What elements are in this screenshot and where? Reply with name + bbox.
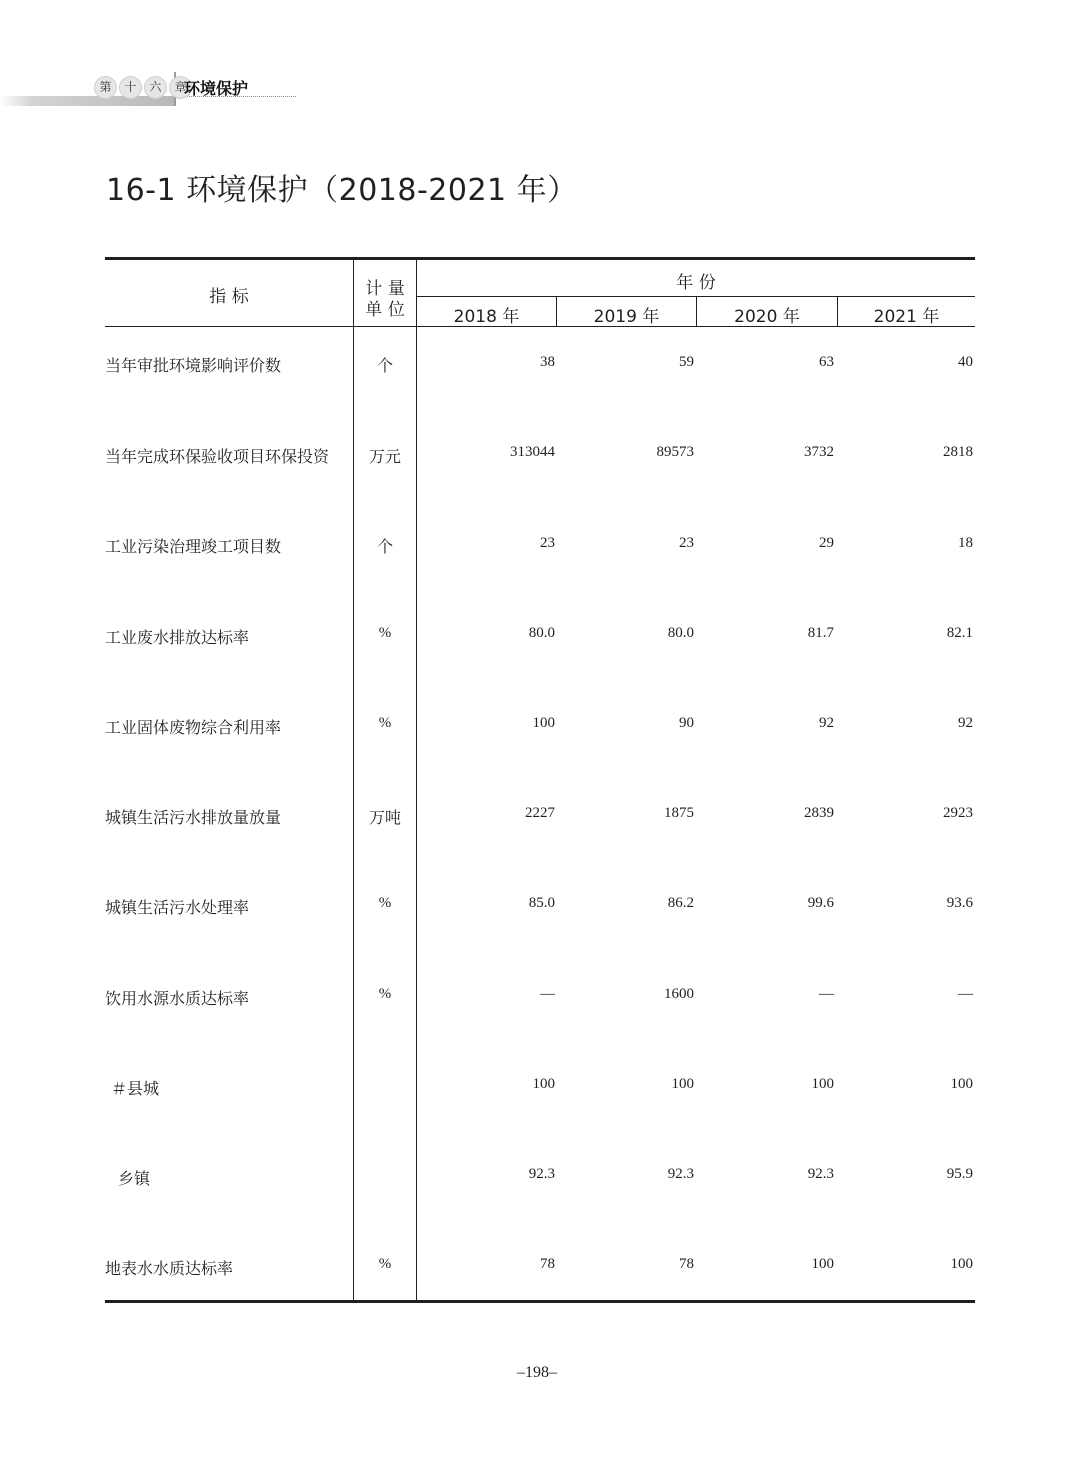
chapter-char: 十 [119, 76, 142, 99]
value-2018: 85.0 [528, 895, 555, 911]
chapter-char: 第 [94, 76, 117, 99]
chapter-badge [94, 76, 192, 99]
value-2021: 100 [950, 1256, 973, 1272]
value-2018: 100 [532, 715, 555, 731]
column-header-2021: 2021 年 [873, 307, 940, 327]
row-label: 城镇生活污水处理率 [105, 898, 250, 917]
table-bottom-rule [105, 1300, 975, 1303]
row-label: 当年完成环保验收项目环保投资 [105, 447, 330, 466]
value-2020: 63 [819, 354, 834, 370]
value-2018: 23 [540, 535, 555, 551]
value-2019: 89573 [656, 444, 694, 460]
page-number: –198– [517, 1364, 557, 1381]
value-2018: 78 [540, 1256, 555, 1272]
row-label: 工业污染治理竣工项目数 [105, 537, 282, 556]
value-2018: — [540, 986, 555, 1002]
row-label: ＃县城 [111, 1079, 160, 1098]
value-2019: 100 [671, 1076, 694, 1092]
row-unit: % [378, 625, 392, 641]
value-2020: — [819, 986, 834, 1002]
row-label: 当年审批环境影响评价数 [105, 356, 282, 375]
row-label: 工业固体废物综合利用率 [105, 718, 282, 737]
value-2019: 80.0 [667, 625, 694, 641]
value-2021: 40 [958, 354, 973, 370]
value-2021: — [958, 986, 973, 1002]
table-top-rule [105, 257, 975, 260]
value-2019: 90 [679, 715, 694, 731]
value-2018: 92.3 [528, 1166, 555, 1182]
value-2020: 81.7 [807, 625, 834, 641]
row-unit: % [378, 715, 392, 731]
value-2019: 59 [679, 354, 694, 370]
value-2019: 23 [679, 535, 694, 551]
row-label: 饮用水源水质达标率 [105, 989, 250, 1008]
value-2020: 29 [819, 535, 834, 551]
value-2021: 2818 [943, 444, 973, 460]
value-2021: 92 [958, 715, 973, 731]
chapter-char: 章 [169, 76, 192, 99]
row-label: 工业废水排放达标率 [105, 628, 250, 647]
value-2020: 3732 [804, 444, 834, 460]
value-2020: 92 [819, 715, 834, 731]
column-header-unit-line2: 单 位 [365, 300, 405, 320]
value-2019: 86.2 [667, 895, 694, 911]
value-2021: 18 [958, 535, 973, 551]
value-2018: 2227 [525, 805, 555, 821]
row-label: 地表水水质达标率 [105, 1259, 234, 1278]
row-unit: % [378, 1256, 392, 1272]
value-2018: 313044 [510, 444, 555, 460]
row-unit: 万元 [368, 447, 401, 466]
value-2021: 95.9 [946, 1166, 973, 1182]
column-header-years: 年 份 [676, 273, 716, 293]
unit-column-right-rule [416, 260, 417, 1301]
column-header-indicator: 指 标 [209, 287, 249, 307]
column-header-2018: 2018 年 [453, 307, 520, 327]
value-2021: 2923 [943, 805, 973, 821]
column-header-unit-line1: 计 量 [365, 279, 405, 299]
value-2018: 80.0 [528, 625, 555, 641]
page-title: 16-1 环境保护（2018-2021 年） [106, 173, 578, 208]
value-2019: 92.3 [667, 1166, 694, 1182]
column-header-2019: 2019 年 [593, 307, 660, 327]
value-2020: 2839 [804, 805, 834, 821]
row-unit: % [378, 986, 392, 1002]
chapter-char: 六 [144, 76, 167, 99]
value-2020: 99.6 [807, 895, 834, 911]
chapter-title: 环境保护 [184, 79, 249, 98]
value-2021: 93.6 [946, 895, 973, 911]
row-unit: 个 [376, 537, 393, 556]
value-2018: 38 [540, 354, 555, 370]
value-2020: 100 [811, 1256, 834, 1272]
row-unit: 个 [376, 356, 393, 375]
value-2019: 1600 [664, 986, 694, 1002]
value-2021: 82.1 [946, 625, 973, 641]
row-label: 乡镇 [118, 1169, 151, 1188]
value-2021: 100 [950, 1076, 973, 1092]
value-2019: 1875 [664, 805, 694, 821]
row-unit: % [378, 895, 392, 911]
value-2019: 78 [679, 1256, 694, 1272]
column-header-2020: 2020 年 [734, 307, 800, 327]
value-2018: 100 [532, 1076, 555, 1092]
value-2020: 92.3 [807, 1166, 834, 1182]
unit-column-left-rule [353, 260, 354, 1301]
row-unit: 万吨 [368, 808, 401, 827]
row-label: 城镇生活污水排放量放量 [105, 808, 282, 827]
value-2020: 100 [811, 1076, 834, 1092]
